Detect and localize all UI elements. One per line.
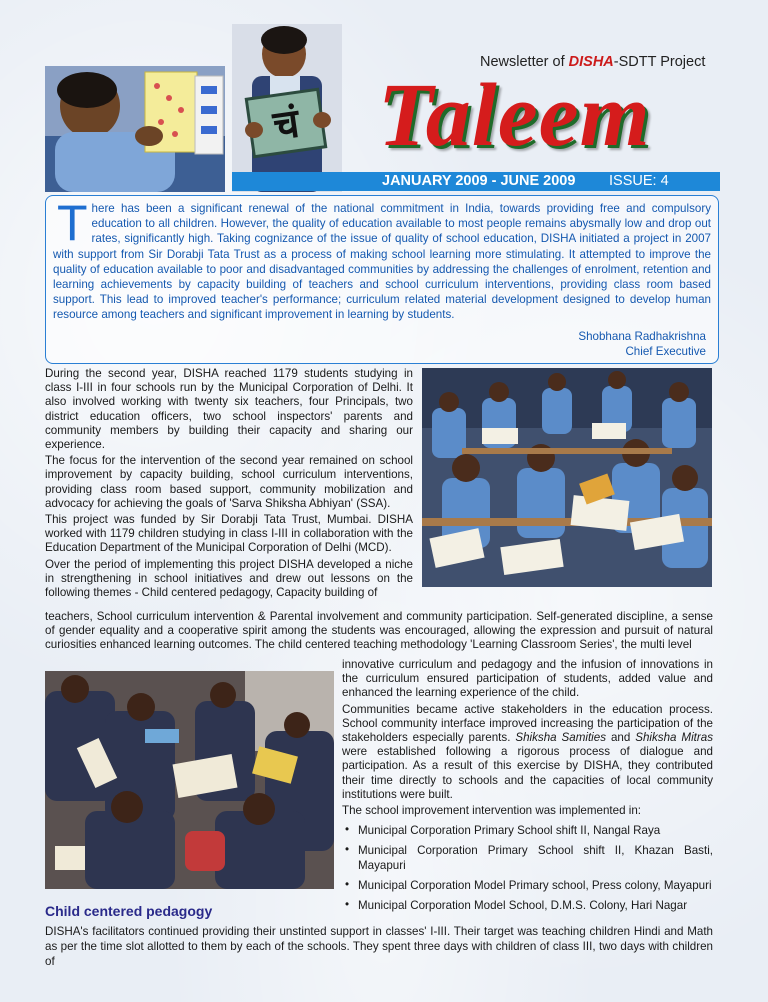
newsletter-prefix: Newsletter of: [480, 54, 569, 70]
card-glyph: चं: [270, 100, 303, 150]
issue-number: ISSUE: 4: [609, 173, 669, 189]
body-column-right: [342, 658, 713, 919]
date-range: JANUARY 2009 - JUNE 2009: [382, 173, 576, 189]
header-photo-child-with-card: [232, 24, 342, 192]
school-list: [342, 824, 713, 913]
paragraph-communities: [342, 703, 713, 802]
shiksha-samities: Shiksha Samities: [515, 731, 607, 745]
communities-text-a: Communities became active stakeholders in the education process. School community interface improved increasing the participation of the stakeholders especially parents.: [342, 702, 713, 745]
paragraph-funding: This project was funded by Sir Dorabji Tata Trust, Mumbai. DISHA worked with 1179 children studying in class I-III in collaboration with the Education Department of the Municipal Corporation of Delhi (MCD).: [45, 513, 413, 555]
paragraph-niche-start: Over the period of implementing this project DISHA developed a niche in strengthening in school initiatives and drew out lessons on the following themes - Child centered pedagogy, Capacity building of: [45, 557, 413, 600]
school-name: Municipal Corporation Primary School shift II, Nangal Raya: [358, 824, 661, 838]
paragraph-school-list-intro: The school improvement intervention was implemented in:: [342, 804, 642, 818]
children-reading-photo: [45, 671, 334, 889]
school-name: Municipal Corporation Model School, D.M.S. Colony, Hari Nagar: [358, 899, 688, 913]
list-item: [342, 824, 713, 838]
intro-dropcap: T: [57, 195, 88, 251]
date-issue-bar: [232, 172, 720, 191]
section-heading: Child centered pedagogy: [45, 903, 213, 919]
child-holding-card-illustration: [232, 24, 342, 192]
school-name: Municipal Corporation Primary School shift II, Khazan Basti, Mayapuri: [358, 844, 713, 872]
body-fullwidth: [45, 610, 713, 655]
intro-signature: [578, 329, 706, 359]
list-item: [342, 879, 713, 893]
newsletter-suffix: -SDTT Project: [613, 54, 706, 70]
intro-text: here has been a significant renewal of the national commitment in India, towards providing free and compulsory education to all children. However, the quality of education available to most people remains abysmally low and drop out rates, significantly high. Taking cognizance of the issue of quality of school education, DISHA initiated a project in 2007 with support from Sir Dorabji Tata Trust as a process of making school learning more stimulating. It attempted to improve the quality of education available to poor and disadvantaged communities by addressing the challenges of enrolment, retention and learning achievements by capacity building of teachers and school curriculum interventions, providing class room based support. This lead to improved teacher's performance; curriculum related material development designed to develop human resource among teachers and significant improvement in learning by students.: [53, 202, 711, 322]
shiksha-mitras: Shiksha Mitras: [635, 731, 713, 745]
intro-author-title: Chief Executive: [625, 345, 706, 358]
classroom-illustration: [422, 368, 712, 587]
body-column-left: [45, 367, 413, 602]
school-name: Municipal Corporation Model Primary school, Press colony, Mayapuri: [358, 878, 712, 892]
bullet-icon: •: [345, 823, 350, 837]
paragraph-focus: The focus for the intervention of the second year remained on school improvement by capacity building, school curriculum interventions, providing class room based support, community mobilization and advocacy for achieving the goals of 'Sarva Shiksha Abhiyan' (SSA).: [45, 454, 413, 510]
bullet-icon: •: [345, 843, 350, 857]
header-photo-child-reading: [45, 66, 225, 192]
classroom-photo: [422, 368, 712, 587]
bullet-icon: •: [345, 898, 350, 912]
intro-author: Shobhana Radhakrishna: [578, 330, 706, 343]
paragraph-second-year: During the second year, DISHA reached 1179 students studying in class I-III in four schools run by the Municipal Corporation of Delhi. It also involved working with twenty six teachers, four Principals, two district education officers, two school inspectors' parents and community members by building their capacity and sharing our experience.: [45, 367, 413, 452]
paragraph-niche-continued: teachers, School curriculum intervention & Parental involvement and community participation. Self-generated discipline, a sense of gender equality and a cooperative spirit among the students was encouraged, allowing the expression and pursuit of natural curiosities enhanced learning outcomes. The child centered teaching methodology 'Learning Classroom Series', the multi level: [45, 610, 713, 652]
newsletter-org: DISHA: [568, 54, 614, 70]
children-reading-illustration: [45, 671, 334, 889]
communities-and: and: [606, 731, 636, 745]
bullet-icon: •: [345, 877, 350, 891]
list-item: [342, 899, 713, 913]
communities-text-b: were established following a rigorous process of dialogue and participation. As a result of this exercise by DISHA, they contributed their time directly to schools and the capacities of local community institutions were built.: [342, 745, 713, 801]
paragraph-curriculum: innovative curriculum and pedagogy and the infusion of innovations in the curriculum ensured participation of students, added value and enhanced the learning experience of the child.: [342, 658, 713, 700]
masthead-title: Taleem: [378, 66, 651, 165]
child-reading-illustration: [45, 66, 225, 192]
intro-box: [45, 195, 719, 364]
list-item: [342, 844, 713, 872]
section-text: DISHA's facilitators continued providing their unstinted support in classes' I-III. Their target was teaching children Hindi and Math as per the time slot allotted to them by each of the schools. They spent three days with children of class III, two days with children of: [45, 925, 713, 968]
